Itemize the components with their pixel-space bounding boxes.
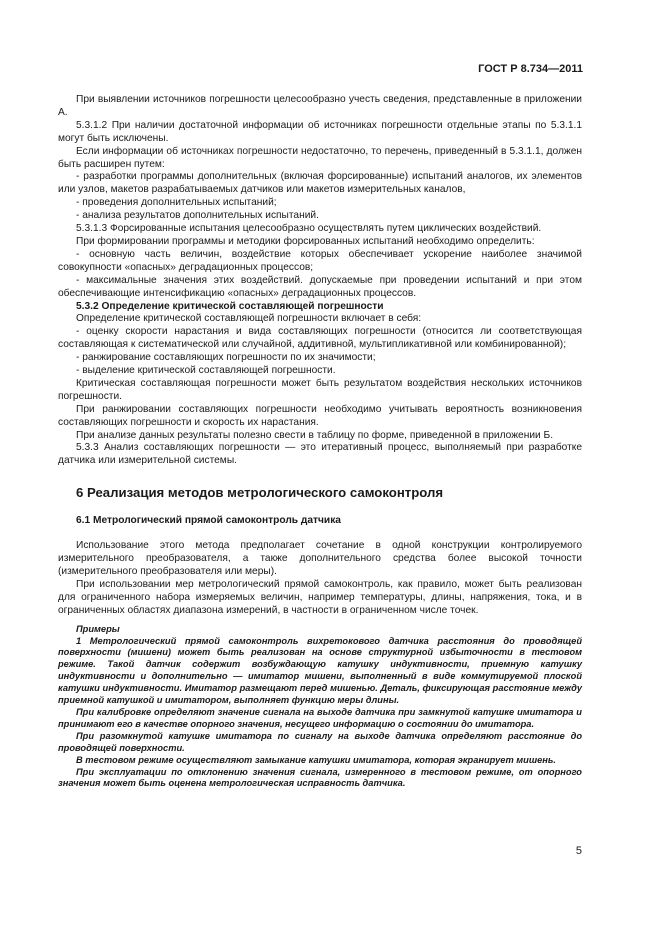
examples-title: Примеры [76,623,120,634]
list-item: - основную часть величин, воздействие которых обеспечивает ускорение наиболее значимой совокупности «опасных» деградационных процессов; [58,248,582,273]
example-paragraph: При эксплуатации по отклонению значения сигнала, измеренного в тестовом режиме, от опорного значения может быть оценена метрологическая исправность датчика. [58,766,582,789]
paragraph: Если информации об источниках погрешности недостаточно, то перечень, приведенный в 5.3.1.1, должен быть расширен путем: [58,145,582,170]
list-item: - выделение критической составляющей погрешности. [76,365,336,377]
subsection-heading: 5.3.2 Определение критической составляющей погрешности [76,300,384,312]
paragraph: 5.3.1.2 При наличии достаточной информации об источниках погрешности отдельные этапы по 5.3.1.1 могут быть исключены. [58,119,582,144]
paragraph: 5.3.3 Анализ составляющих погрешности — это итеративный процесс, выполняемый при разработке датчика или измерительной системы. [58,442,582,467]
document-body [58,94,582,790]
paragraph: Критическая составляющая погрешности может быть результатом воздействия нескольких источников погрешности. [58,377,582,402]
example-paragraph: 1 Метрологический прямой самоконтроль вихретокового датчика расстояния до проводящей поверхности (мишени) может быть реализован на основе структурной избыточности в тестовом режиме. Такой датчик содержит возбуждающую катушку индуктивности, приемную катушку индуктивности и дополнительно — имитатор мишени, выполненный в виде коммутируемой плоской катушки индуктивности. Имитатор размещают перед мишенью. Деталь, фиксирующая расстояние между приемной катушкой и имитатором, выполняет функцию меры длины. [58,635,582,706]
paragraph: При использовании мер метрологический прямой самоконтроль, как правило, может быть реализован для ограниченного набора измеряемых величин, например температуры, длины, напряжения, тока, и в ограниченных областях диапазона измерений, в частности в ограниченном числе точек. [58,578,582,616]
examples-block [58,624,582,791]
list-item: - разработки программы дополнительных (включая форсированные) испытаний аналогов, их элементов или узлов, макетов разрабатываемых датчиков или макетов измерительных каналов, [58,171,582,196]
paragraph: При ранжировании составляющих погрешности необходимо учитывать вероятность возникновения составляющих погрешности и скорость их нарастания. [58,403,582,428]
list-item: - анализа результатов дополнительных испытаний. [76,210,319,222]
paragraph: При формировании программы и методики форсированных испытаний необходимо определить: [76,235,535,247]
paragraph: 5.3.1.3 Форсированные испытания целесообразно осуществлять путем циклических воздействий. [76,223,542,235]
paragraph: Использование этого метода предполагает сочетание в одной конструкции контролируемого измерительного преобразователя, а также дополнительного средства более высокой точности (измерительного преобразователя или меры). [58,540,582,577]
page-number: 5 [575,845,582,857]
list-item: - ранжирование составляющих погрешности по их значимости; [76,352,376,364]
paragraph: При анализе данных результаты полезно свести в таблицу по форме, приведенной в приложении Б. [76,429,554,441]
subsection-heading: 6.1 Метрологический прямой самоконтроль датчика [76,515,341,527]
example-paragraph: При разомкнутой катушке имитатора по сигналу на выходе датчика определяют расстояние до проводящей поверхности. [58,730,582,753]
paragraph: При выявлении источников погрешности целесообразно учесть сведения, представленные в приложении А. [58,94,582,118]
example-paragraph: В тестовом режиме осуществляют замыкание катушки имитатора, которая экранирует мишень. [76,754,557,765]
list-item: - оценку скорости нарастания и вида составляющих погрешности (относится ли соответствующая составляющая к систематической или случайной, аддитивной, мультипликативной или комбинированной); [58,326,582,351]
example-paragraph: При калибровке определяют значение сигнала на выходе датчика при замкнутой катушке имитатора и принимают его в качестве опорного значения, несущего информацию о состоянии до имитатора. [58,706,582,729]
section-heading: 6 Реализация методов метрологического самоконтроля [76,485,444,501]
document-id: ГОСТ Р 8.734—2011 [478,63,583,75]
list-item: - проведения дополнительных испытаний; [76,197,277,209]
list-item: - максимальные значения этих воздействий. допускаемые при проведении испытаний и при этом обеспечивающие интенсификацию «опасных» деградационных процессов. [58,274,582,299]
paragraph: Определение критической составляющей погрешности включает в себя: [76,313,422,325]
